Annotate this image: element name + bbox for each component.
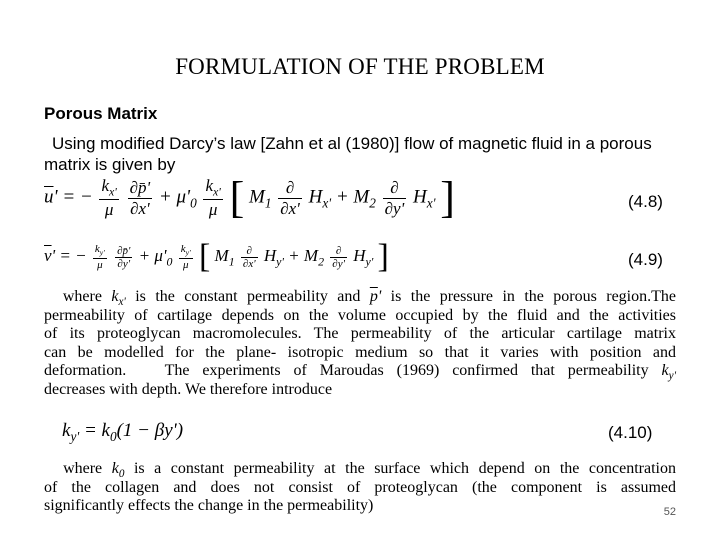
para2-line-3: significantly effects the change in the permeability) xyxy=(44,497,374,515)
para2-line-1: where $k_0$ is a constant permeability at the surface which depend on the concentration xyxy=(44,460,676,481)
equation-4-8: $\overline{u}'$ = − $\frac{k_{x'}}{\mu}$ $\frac{\partial p̄'}{\partial x'}$ + $\mu'_0$ $\frac{k_{x'}}{\mu}$ [ $M_1$ $\frac{\partial}{\partial x'}$ $H_{x'} + M_2$ $\frac{\partial}{\partial y'}$ $H_{x'}$ ] xyxy=(44,173,455,223)
section-heading: Porous Matrix xyxy=(44,104,158,123)
para1-line-5: deformation. The experiments of Maroudas (1969) confirmed that permeability $k_{y'}$ xyxy=(44,362,676,383)
equation-4-10: $k_{y'} = k_0(1 - \beta y')$ xyxy=(62,420,184,444)
para2-line-2: of the collagen and does not consist of proteoglycan (the component is assumed xyxy=(44,478,676,496)
paragraph-surface-permeability xyxy=(44,460,676,516)
para1-line-6: decreases with depth. We therefore introduce xyxy=(44,380,333,398)
para1-line-3: of its proteoglycan macromolecules. The permeability of the articular cartilage matrix xyxy=(44,325,676,343)
para1-line-4: can be modelled for the plane- isotropic medium so that it varies with position and xyxy=(44,343,676,361)
intro-paragraph xyxy=(44,133,664,175)
paragraph-permeability xyxy=(44,288,676,400)
page-number: 52 xyxy=(663,506,676,518)
equation-number-4-8: (4.8) xyxy=(628,192,663,211)
para1-line-2: permeability of cartilage depends on the volume occupied by the fluid and the activities xyxy=(44,306,676,324)
equation-4-9: $\overline{v}'$ = − $\frac{k_{y'}}{\mu}$ $\frac{\partial p̄'}{\partial y'}$ + $\mu'_0$ $\frac{k_{y'}}{\mu}$ [ $M_1$ $\frac{\partial}{\partial x'}$ $H_{y'} + M_2$ $\frac{\partial}{\partial y'}$ $H_{y'}$ ] xyxy=(44,238,389,275)
intro-line-2: matrix is given by xyxy=(44,155,176,174)
slide-title: FORMULATION OF THE PROBLEM xyxy=(175,54,545,79)
equation-number-4-9: (4.9) xyxy=(628,250,663,269)
intro-line-1: Using modified Darcy’s law [Zahn et al (1980)] flow of magnetic fluid in a porous xyxy=(52,134,652,153)
equation-number-4-10: (4.10) xyxy=(608,423,653,442)
para1-line-1: where $k_{x'}$ is the constant permeability and $\overline{p}'$ is the pressure in the porous region.The xyxy=(44,288,677,309)
